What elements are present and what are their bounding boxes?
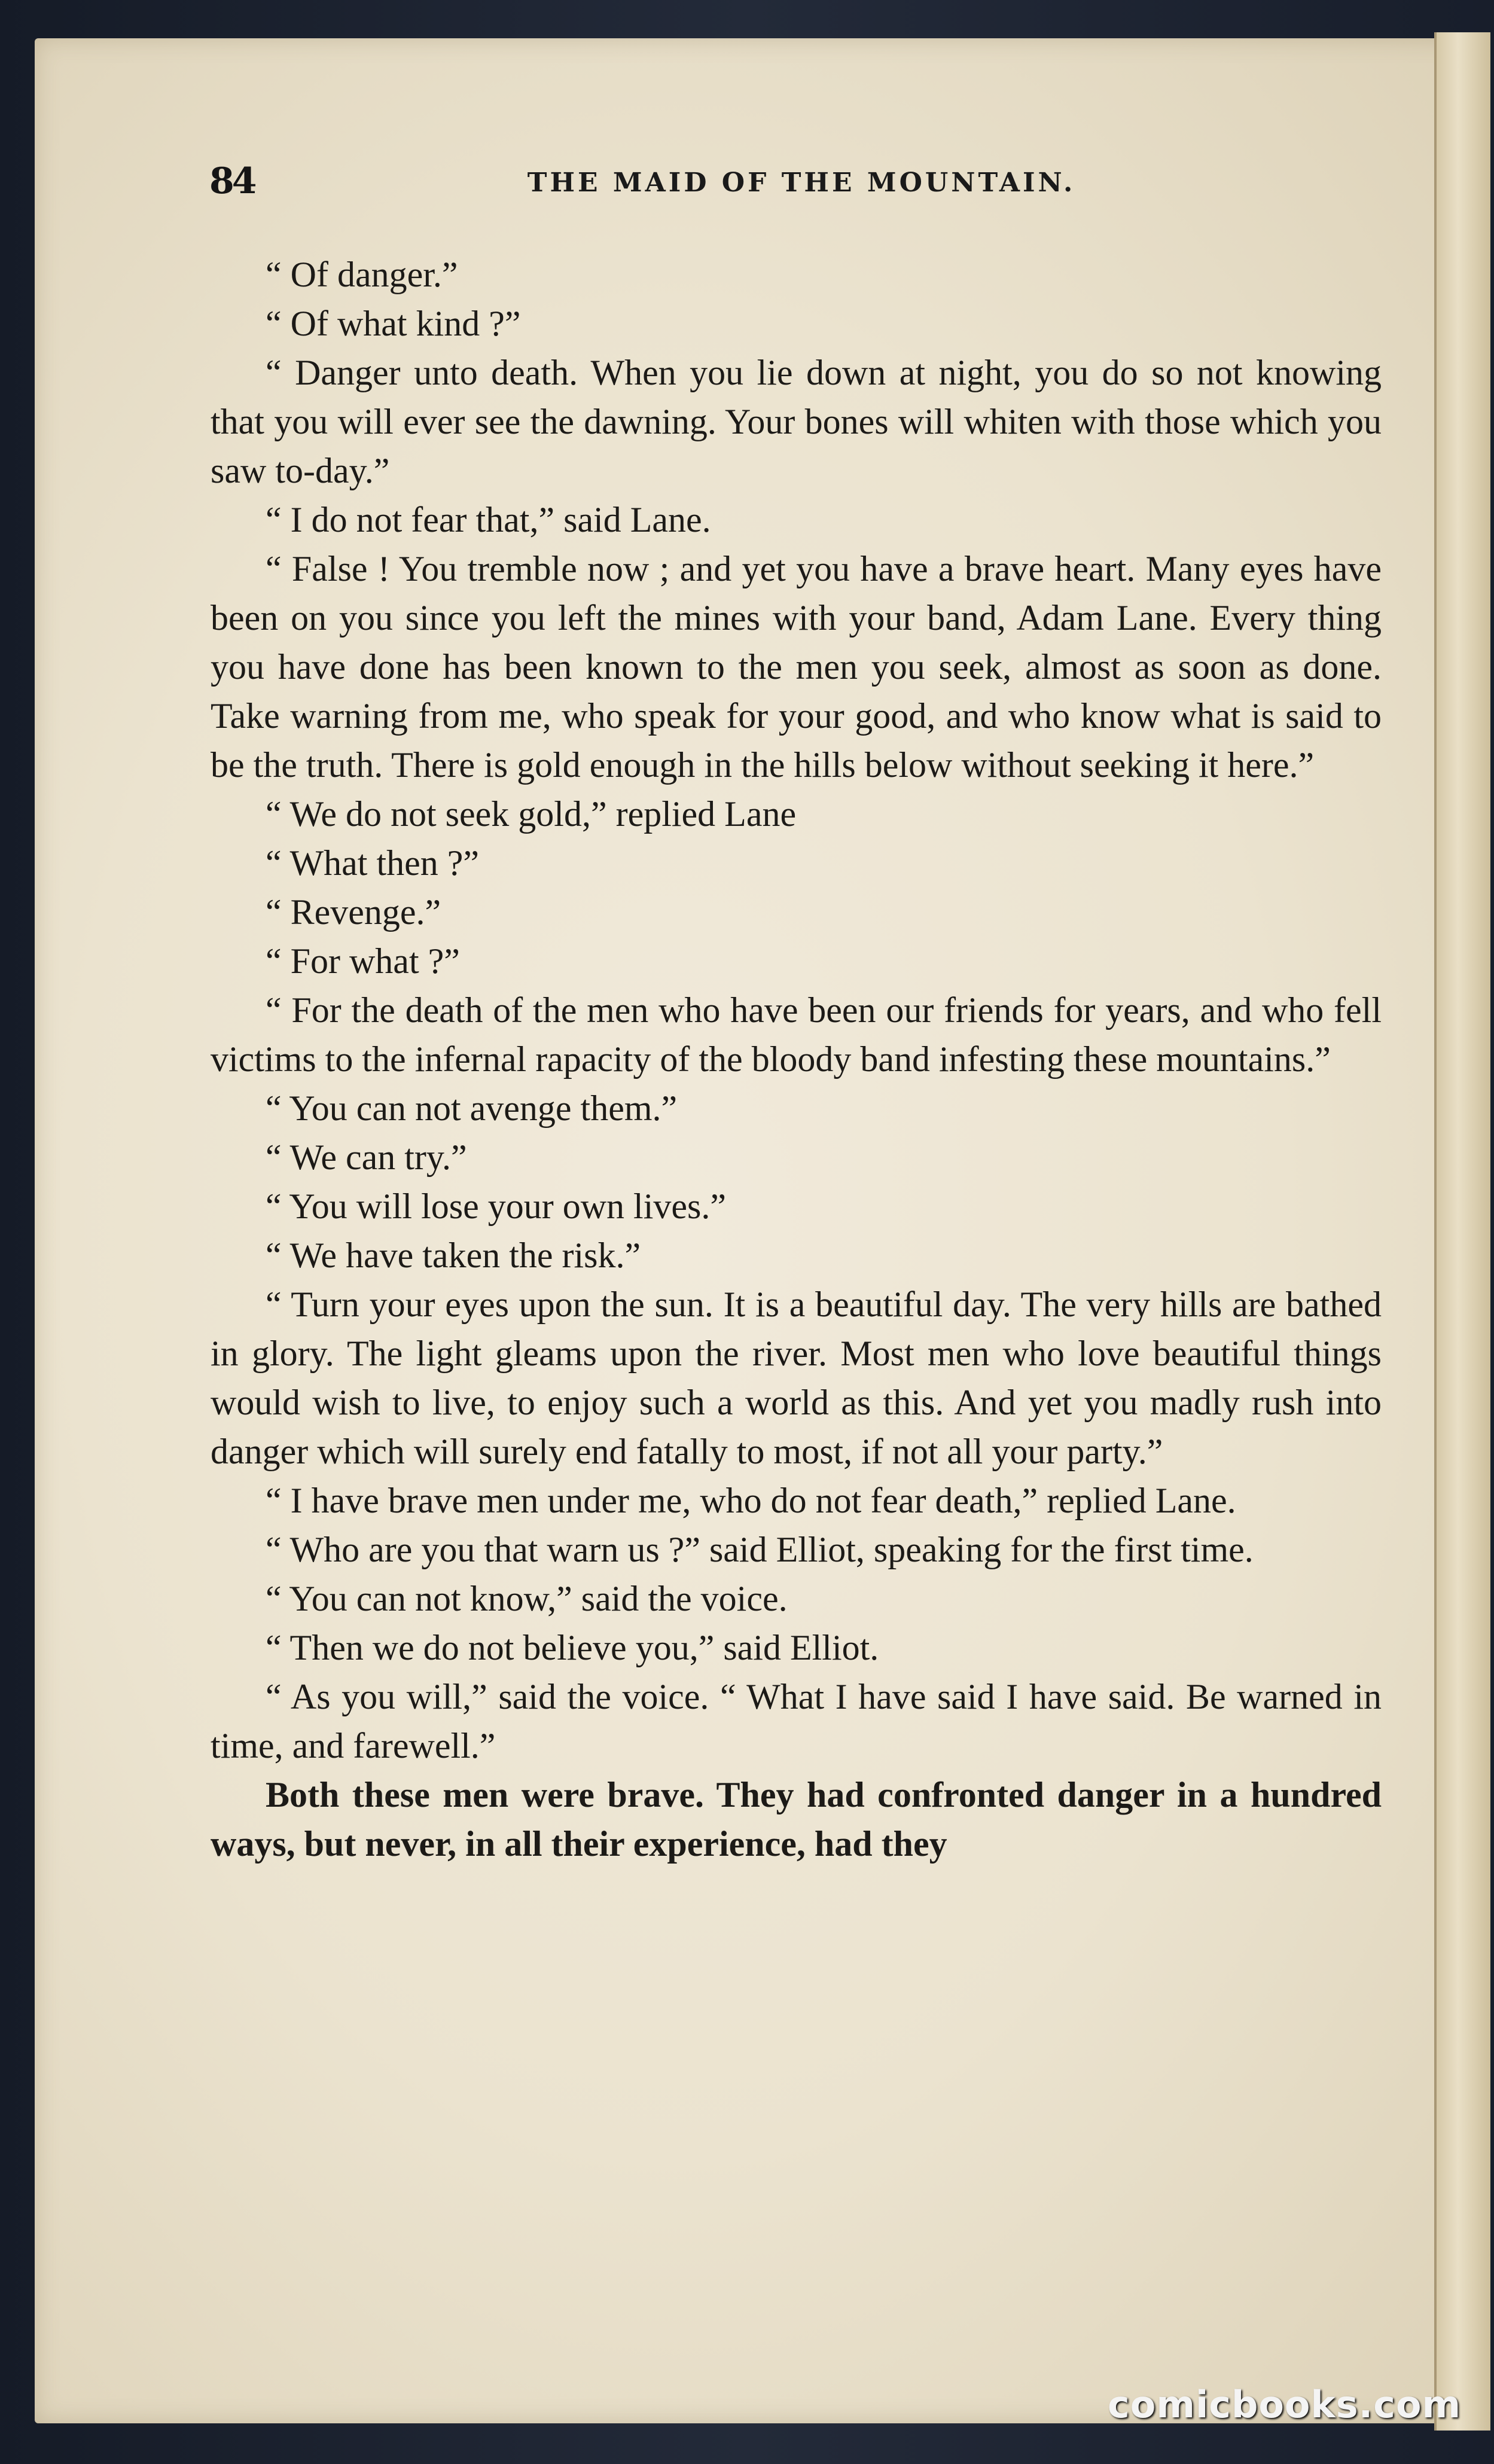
watermark: comicbooks.com	[1108, 2383, 1462, 2426]
paragraph: “ You can not know,” said the voice.	[266, 1579, 788, 1618]
paragraph: “ Of danger.”	[266, 255, 458, 294]
paragraph: “ Then we do not believe you,” said Elliot.	[266, 1628, 879, 1667]
running-head: THE MAID OF THE MOUNTAIN.	[527, 167, 1076, 198]
body-text	[211, 250, 1382, 1868]
paragraph: “ Of what kind ?”	[266, 304, 521, 343]
paragraph: “ We can try.”	[266, 1138, 467, 1177]
paragraph: “ What then ?”	[266, 843, 480, 883]
paragraph: “ As you will,” said the voice. “ What I have said I have said. Be warned in time, and farewell.”	[211, 1677, 1382, 1765]
paragraph: “ Revenge.”	[266, 892, 441, 932]
paragraph: “ Who are you that warn us ?” said Elliot, speaking for the first time.	[266, 1530, 1254, 1569]
page-header	[209, 160, 1394, 208]
paragraph: “ You will lose your own lives.”	[266, 1187, 726, 1226]
paragraph: “ For what ?”	[266, 941, 460, 981]
paragraph: “ I do not fear that,” said Lane.	[266, 500, 711, 539]
paragraph: “ We do not seek gold,” replied Lane	[266, 794, 797, 834]
paragraph: “ You can not avenge them.”	[266, 1088, 678, 1128]
page-number: 84	[209, 160, 255, 202]
facing-page-edge	[1434, 32, 1490, 2431]
paragraph: “ Turn your eyes upon the sun. It is a beautiful day. The very hills are bathed in glory. The light gleams upon the river. Most men who love beautiful things would wish to live, to enjoy such a world as this. And yet you madly rush into danger which will surely end fatally to most, if not all your party.”	[211, 1285, 1382, 1471]
paragraph: “ We have taken the risk.”	[266, 1236, 641, 1275]
paragraph: “ False ! You tremble now ; and yet you have a brave heart. Many eyes have been on you since you left the mines with your band, Adam Lane. Every thing you have done has been known to the men you seek, almost as soon as done. Take warning from me, who speak for your good, and who know what is said to be the truth. There is gold enough in the hills below without seeking it here.”	[211, 549, 1382, 785]
paragraph: “ For the death of the men who have been our friends for years, and who fell victims to the infernal rapacity of the bloody band infesting these mountains.”	[211, 990, 1382, 1079]
paragraph: “ Danger unto death. When you lie down at night, you do so not knowing that you will ever see the dawning. Your bones will whiten with those which you saw to-day.”	[211, 353, 1382, 490]
closing-paragraph: Both these men were brave. They had confronted danger in a hundred ways, but never, in all their experience, had they	[211, 1775, 1382, 1864]
paragraph: “ I have brave men under me, who do not fear death,” replied Lane.	[266, 1481, 1236, 1520]
